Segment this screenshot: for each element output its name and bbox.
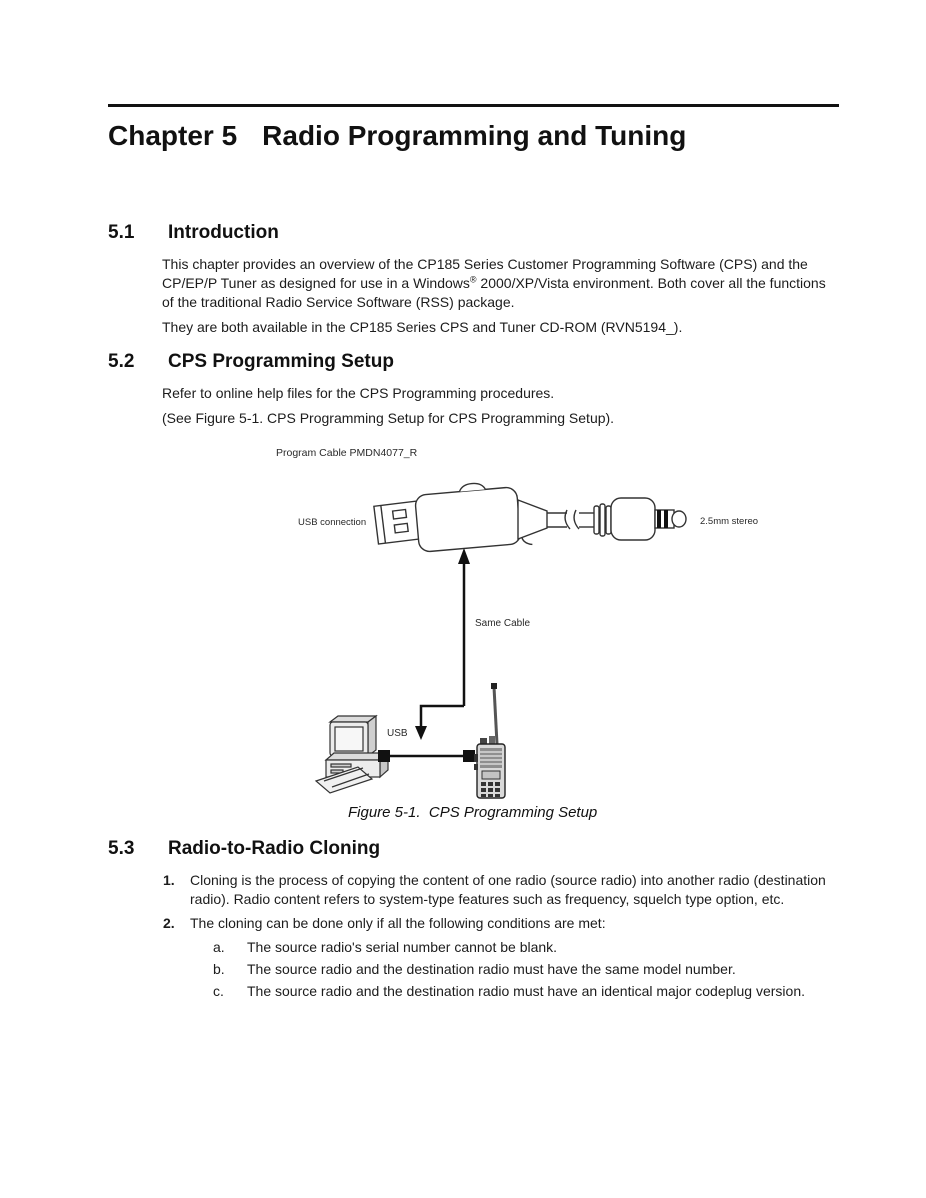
section-cps-programming-setup xyxy=(108,350,839,434)
usb-label: USB xyxy=(387,728,408,739)
section-introduction xyxy=(108,221,839,343)
sub-list-item xyxy=(108,938,839,957)
intro-paragraph-1-text: This chapter provides an overview of the CP185 Series Customer Programming Software (CPS) and the CP/EP/P Tuner as designed for use in a Windows xyxy=(162,256,808,291)
stereo-plug-icon xyxy=(611,498,686,540)
section-title: CPS Programming Setup xyxy=(168,351,394,372)
figure-5-1 xyxy=(270,440,790,835)
same-cable-label: Same Cable xyxy=(475,618,531,629)
section-5-2-heading xyxy=(108,350,839,374)
portable-radio-icon xyxy=(474,683,505,798)
chapter-number: Chapter 5 xyxy=(108,120,238,151)
sub-list-item-letter: b. xyxy=(213,961,225,977)
section-radio-to-radio-cloning xyxy=(108,837,839,1001)
sub-list-item xyxy=(108,960,839,979)
sub-list-item-text: The source radio's serial number cannot be blank. xyxy=(247,939,558,955)
sub-list-item-letter: c. xyxy=(213,983,224,999)
section-title: Introduction xyxy=(168,222,279,243)
sub-list-item-text: The source radio and the destination radio must have the same model number. xyxy=(247,961,736,977)
list-item-number: 2. xyxy=(163,915,175,931)
intro-paragraph-1-cont: 2000/XP/Vista environment. Both cover all the functions of the traditional Radio Service Software (RSS) package. xyxy=(162,275,826,310)
cloning-list xyxy=(108,871,839,1001)
section-number: 5.2 xyxy=(108,351,135,372)
list-item xyxy=(108,914,839,933)
section-number: 5.3 xyxy=(108,838,135,859)
list-item xyxy=(108,871,839,909)
section-number: 5.1 xyxy=(108,222,135,243)
intro-paragraph-1 xyxy=(162,255,838,312)
cps-paragraph-1: Refer to online help files for the CPS Programming procedures. xyxy=(162,385,555,401)
section-title: Radio-to-Radio Cloning xyxy=(168,838,381,859)
section-5-3-heading xyxy=(108,837,839,861)
chapter-title xyxy=(108,119,686,153)
stereo-plug-label: 2.5mm stereo xyxy=(700,516,759,527)
usb-molded-body xyxy=(414,479,532,555)
usb-connection-label: USB connection xyxy=(298,517,367,528)
section-5-2-body xyxy=(162,384,838,428)
registered-trademark-superscript: ® xyxy=(469,274,477,285)
usb-connection-line xyxy=(378,750,475,762)
chapter-divider-rule xyxy=(108,104,839,107)
list-item-text: Cloning is the process of copying the content of one radio (source radio) into another radio (destination radio). Radio content refers to system-type features such as frequency, squelch type option, etc. xyxy=(190,872,826,907)
usb-cable-drawing xyxy=(374,479,686,555)
sub-list-item xyxy=(108,982,839,1001)
cps-paragraph-2: (See Figure 5-1. CPS Programming Setup for CPS Programming Setup). xyxy=(162,410,615,426)
sub-list-item-letter: a. xyxy=(213,939,225,955)
computer-icon xyxy=(316,716,388,793)
list-item-number: 1. xyxy=(163,872,175,888)
cps-programming-setup-diagram xyxy=(270,440,790,802)
figure-caption: Figure 5-1. CPS Programming Setup xyxy=(348,804,598,821)
program-cable-label: Program Cable PMDN4077_R xyxy=(276,447,418,459)
list-item-text: The cloning can be done only if all the following conditions are met: xyxy=(190,915,606,931)
sub-list-item-text: The source radio and the destination radio must have an identical major codeplug version. xyxy=(247,983,805,999)
same-cable-arrow xyxy=(415,548,470,740)
section-5-1-body xyxy=(162,255,838,337)
section-5-1-heading xyxy=(108,221,839,245)
chapter-name: Radio Programming and Tuning xyxy=(262,120,687,151)
intro-paragraph-2: They are both available in the CP185 Series CPS and Tuner CD-ROM (RVN5194_). xyxy=(162,319,683,335)
